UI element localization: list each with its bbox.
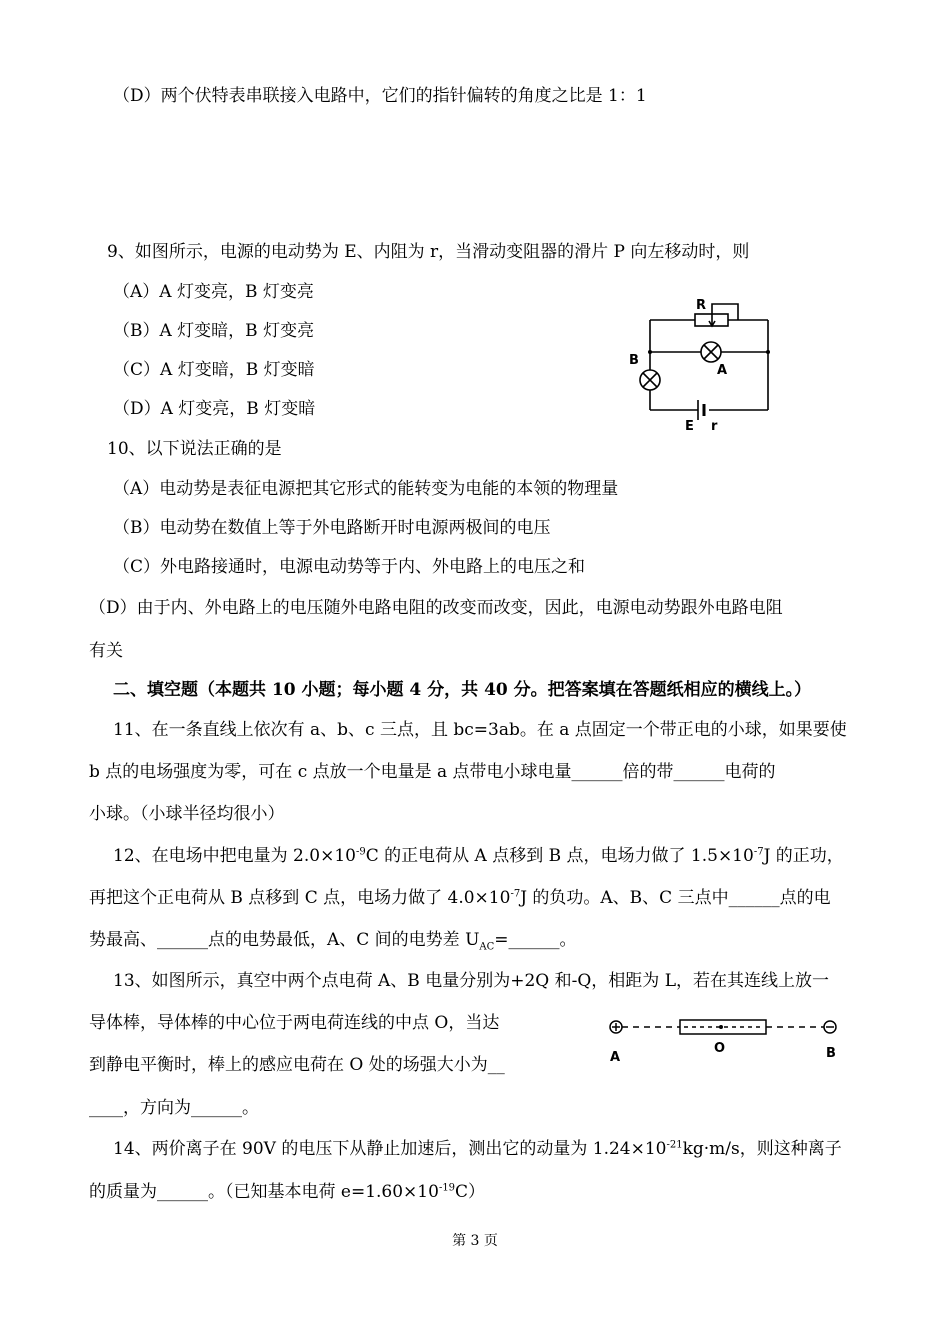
q8-option-d: （D）两个伏特表串联接入电路中，它们的指针偏转的角度之比是 1：1 [113,86,647,106]
q12-text: 12、在电场中把电量为 2.0×10 [113,846,356,866]
q14-text: 14、两价离子在 90V 的电压下从静止加速后，测出它的动量为 1.24×10 [113,1139,667,1159]
q13-label-o: O [714,1041,726,1056]
q12-text: C 的正电荷从 A 点移到 B 点，电场力做了 1.5×10 [365,846,754,866]
q13-label-b: B [826,1046,836,1061]
q12-line-1 [113,845,844,867]
q12-text: 势最高、______点的电势最低，A、C 间的电势差 U [89,930,480,950]
q14-text: kg·m/s，则这种离子 [682,1139,842,1159]
q12-text: =______。 [494,930,577,950]
q12-text: J 的负功。A、B、C 三点中______点的电 [520,888,831,908]
q10-stem: 10、以下说法正确的是 [107,439,282,459]
q12-sub: AC [479,941,495,953]
q9-label-b: B [629,353,639,368]
q14-exp: -19 [438,1182,456,1194]
q12-exp: -7 [753,846,764,858]
q9-stem: 9、如图所示，电源的电动势为 E、内阻为 r，当滑动变阻器的滑片 P 向左移动时，则 [107,242,750,262]
q12-exp: -9 [355,846,366,858]
q9-option-d: （D）A 灯变亮，B 灯变暗 [113,399,316,419]
q13-line-2: 导体棒，导体棒的中心位于两电荷连线的中点 O，当达 [89,1013,500,1033]
q13-line-1: 13、如图所示，真空中两个点电荷 A、B 电量分别为+2Q 和-Q，相距为 L，若在其连线上放一 [113,971,829,991]
q10-option-d: （D）由于内、外电路上的电压随外电路电阻的改变而改变，因此，电源电动势跟外电路电阻 [89,598,783,618]
q13-line-3: 到静电平衡时，棒上的感应电荷在 O 处的场强大小为__ [89,1055,505,1075]
q13-label-a: A [610,1050,621,1065]
q12-text: J 的正功， [763,846,844,866]
q12-line-2 [89,887,831,909]
q12-exp: -7 [510,888,521,900]
q9-label-e: E [685,419,694,434]
q11-line-3: 小球。（小球半径均很小） [89,804,285,824]
q14-line-1 [113,1138,842,1160]
q14-line-2 [89,1181,485,1203]
q14-text: C） [455,1182,486,1202]
q10-option-c: （C）外电路接通时，电源电动势等于内、外电路上的电压之和 [113,557,586,577]
q9-option-a: （A）A 灯变亮，B 灯变亮 [113,282,314,302]
section2-title: 二、填空题（本题共 10 小题；每小题 4 分，共 40 分。把答案填在答题纸相应的横线上。） [113,680,812,700]
q10-option-d-cont: 有关 [89,641,123,661]
q12-text: 再把这个正电荷从 B 点移到 C 点，电场力做了 4.0×10 [89,888,511,908]
q12-line-3 [89,929,577,951]
q9-label-a: A [717,363,728,378]
q11-line-2: b 点的电场强度为零，可在 c 点放一个电量是 a 点带电小球电量______倍的带______电荷的 [89,762,776,782]
q10-option-b: （B）电动势在数值上等于外电路断开时电源两极间的电压 [113,518,551,538]
q9-label-r-rheostat: R [696,298,707,313]
q9-circuit-diagram [625,290,780,435]
q9-option-b: （B）A 灯变暗，B 灯变亮 [113,321,315,341]
q10-option-a: （A）电动势是表征电源把其它形式的能转变为电能的本领的物理量 [113,479,619,499]
q9-label-r-internal: r [711,419,718,434]
page-number: 第 3 页 [452,1233,498,1249]
q13-charges-diagram [600,1005,850,1070]
q14-text: 的质量为______。（已知基本电荷 e=1.60×10 [89,1182,439,1202]
q11-line-1: 11、在一条直线上依次有 a、b、c 三点，且 bc=3ab。在 a 点固定一个带正电的小球，如果要使 [113,720,847,740]
q13-line-4: ____，方向为______。 [89,1098,259,1118]
q9-option-c: （C）A 灯变暗，B 灯变暗 [113,360,315,380]
q14-exp: -21 [666,1139,683,1151]
